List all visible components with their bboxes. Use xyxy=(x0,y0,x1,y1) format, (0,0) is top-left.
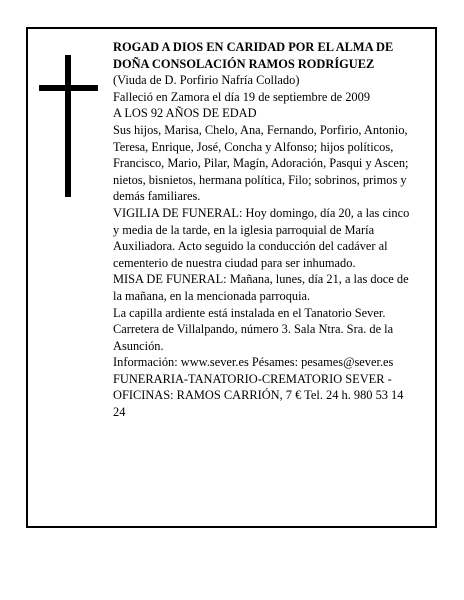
mass-info: MISA DE FUNERAL: Mañana, lunes, día 21, a las doce de la mañana, en la mencionada parroquia. xyxy=(113,272,409,303)
notice-text xyxy=(113,39,415,421)
age-at-death: A LOS 92 AÑOS DE EDAD xyxy=(113,106,257,121)
company-info: FUNERARIA-TANATORIO-CREMATORIO SEVER - OFICINAS: RAMOS CARRIÓN, 7 € Tel. 24 h. 980 53 14 24 xyxy=(113,371,404,420)
cross-icon xyxy=(65,55,71,197)
contact-info: Información: www.sever.es Pésames: pesames@sever.es xyxy=(113,355,394,370)
vigil-info: VIGILIA DE FUNERAL: Hoy domingo, día 20, a las cinco y media de la tarde, en la iglesia parroquial de María Auxiliadora. Acto seguido la conducción del cadáver al cementerio de nuestra ciudad para ser inhumado. xyxy=(113,205,410,270)
death-info: Falleció en Zamora el día 19 de septiembre de 2009 xyxy=(113,89,371,104)
chapel-info: La capilla ardiente está instalada en el Tanatorio Sever. Carretera de Villalpando, número 3. Sala Ntra. Sra. de la Asunción. xyxy=(113,305,394,353)
notice-heading: ROGAD A DIOS EN CARIDAD POR EL ALMA DE DOÑA CONSOLACIÓN RAMOS RODRÍGUEZ xyxy=(113,40,394,71)
family-list: Sus hijos, Marisa, Chelo, Ana, Fernando, Porfirio, Antonio, Teresa, Enrique, José, Concha y Alfonso; hijos políticos, Francisco, Mario, Pilar, Magín, Adoración, Pasqui y Ascen; nietos, bisnietos, hermana política, Filo; sobrinos, primos y demás familiares. xyxy=(113,122,409,204)
cross-icon-arm xyxy=(39,85,98,91)
widow-of: (Viuda de D. Porfirio Nafría Collado) xyxy=(113,73,300,88)
